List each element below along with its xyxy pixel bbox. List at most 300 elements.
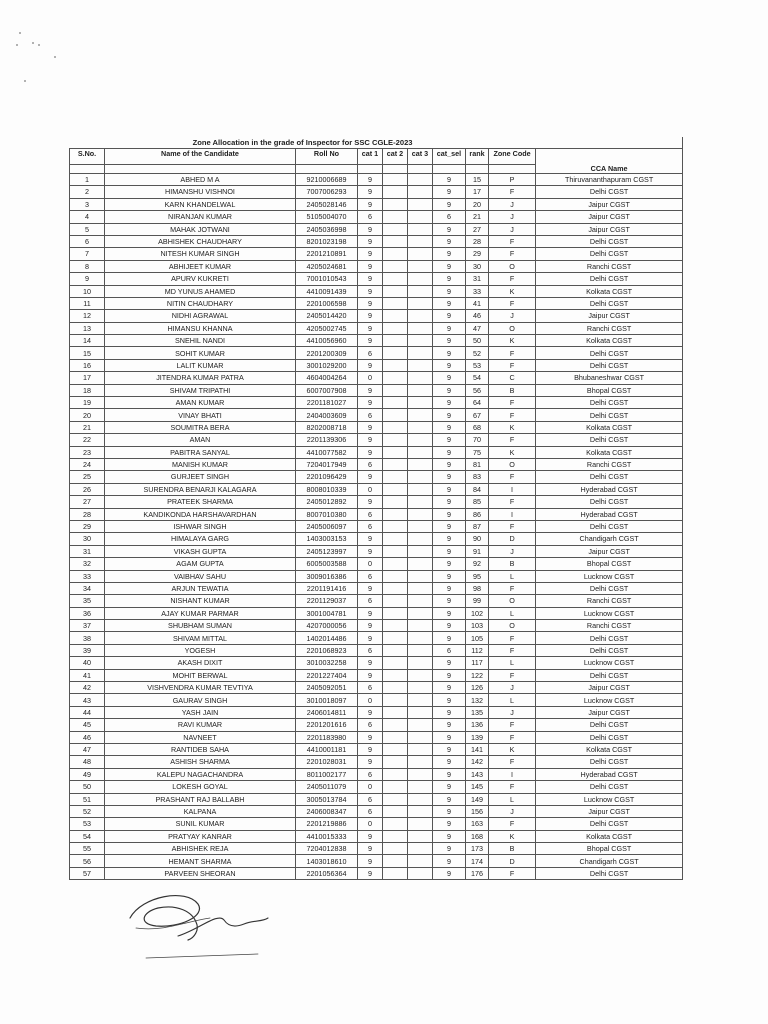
cell-roll: 4205002745 bbox=[296, 322, 358, 334]
cell-roll: 2201227404 bbox=[296, 669, 358, 681]
cell-cat-sel: 9 bbox=[433, 235, 466, 247]
cell-sno: 18 bbox=[70, 384, 105, 396]
cell-cat1: 6 bbox=[358, 409, 383, 421]
col-header-cat-sel: cat_sel bbox=[433, 149, 466, 165]
cell-cat1: 6 bbox=[358, 211, 383, 223]
cell-cat2 bbox=[383, 471, 408, 483]
cell-cat3 bbox=[408, 421, 433, 433]
cell-roll: 2201028031 bbox=[296, 756, 358, 768]
cell-name: RANTIDEB SAHA bbox=[105, 743, 296, 755]
col-header-cca: CCA Name bbox=[536, 149, 683, 174]
table-row bbox=[70, 260, 683, 272]
cell-cat2 bbox=[383, 743, 408, 755]
cell-rank: 46 bbox=[466, 310, 489, 322]
cell-rank: 145 bbox=[466, 781, 489, 793]
cell-sno: 16 bbox=[70, 359, 105, 371]
cell-name: VIKASH GUPTA bbox=[105, 545, 296, 557]
cell-cat2 bbox=[383, 706, 408, 718]
cell-cat1: 9 bbox=[358, 620, 383, 632]
cell-rank: 70 bbox=[466, 434, 489, 446]
cell-name: KALPANA bbox=[105, 805, 296, 817]
cell-rank: 31 bbox=[466, 273, 489, 285]
cell-cat1: 9 bbox=[358, 830, 383, 842]
cell-cat2 bbox=[383, 843, 408, 855]
cell-cat-sel: 9 bbox=[433, 533, 466, 545]
cell-rank: 126 bbox=[466, 682, 489, 694]
cell-cca: Ranchi CGST bbox=[536, 322, 683, 334]
cell-cat2 bbox=[383, 508, 408, 520]
cell-cat3 bbox=[408, 694, 433, 706]
cell-sno: 4 bbox=[70, 211, 105, 223]
cell-cca: Delhi CGST bbox=[536, 273, 683, 285]
cell-cat-sel: 9 bbox=[433, 843, 466, 855]
cell-cat3 bbox=[408, 545, 433, 557]
cell-cat2 bbox=[383, 731, 408, 743]
cell-cat-sel: 9 bbox=[433, 632, 466, 644]
table-row bbox=[70, 508, 683, 520]
cell-cat1: 9 bbox=[358, 632, 383, 644]
cell-rank: 91 bbox=[466, 545, 489, 557]
cell-roll: 2201210891 bbox=[296, 248, 358, 260]
cell-cat3 bbox=[408, 174, 433, 186]
cell-zone: K bbox=[489, 446, 536, 458]
cell-zone: I bbox=[489, 508, 536, 520]
cell-zone: F bbox=[489, 756, 536, 768]
cell-cat2 bbox=[383, 768, 408, 780]
table-row bbox=[70, 570, 683, 582]
cell-cat1: 9 bbox=[358, 260, 383, 272]
cell-zone: P bbox=[489, 174, 536, 186]
cell-cat-sel: 9 bbox=[433, 322, 466, 334]
cell-cat2 bbox=[383, 322, 408, 334]
cell-zone: F bbox=[489, 297, 536, 309]
cell-sno: 53 bbox=[70, 818, 105, 830]
cell-cat-sel: 9 bbox=[433, 793, 466, 805]
cell-name: MOHIT BERWAL bbox=[105, 669, 296, 681]
cell-name: ASHISH SHARMA bbox=[105, 756, 296, 768]
cell-rank: 173 bbox=[466, 843, 489, 855]
cell-cca: Jaipur CGST bbox=[536, 211, 683, 223]
table-row bbox=[70, 347, 683, 359]
cell-cat-sel: 9 bbox=[433, 830, 466, 842]
cell-sno: 51 bbox=[70, 793, 105, 805]
cell-rank: 20 bbox=[466, 198, 489, 210]
cell-cat1: 9 bbox=[358, 235, 383, 247]
cell-cat-sel: 9 bbox=[433, 719, 466, 731]
cell-sno: 52 bbox=[70, 805, 105, 817]
cell-cat-sel: 9 bbox=[433, 706, 466, 718]
cell-zone: L bbox=[489, 694, 536, 706]
cell-name: HIMALAYA GARG bbox=[105, 533, 296, 545]
cell-name: MAHAK JOTWANI bbox=[105, 223, 296, 235]
cell-rank: 29 bbox=[466, 248, 489, 260]
cell-cca: Lucknow CGST bbox=[536, 793, 683, 805]
cell-roll: 8007010380 bbox=[296, 508, 358, 520]
cell-zone: F bbox=[489, 669, 536, 681]
cell-cca: Thiruvananthapuram CGST bbox=[536, 174, 683, 186]
cell-cat3 bbox=[408, 558, 433, 570]
cell-cat-sel: 9 bbox=[433, 781, 466, 793]
table-row bbox=[70, 818, 683, 830]
cell-cat2 bbox=[383, 818, 408, 830]
cell-cat1: 6 bbox=[358, 644, 383, 656]
cell-zone: F bbox=[489, 186, 536, 198]
cell-sno: 44 bbox=[70, 706, 105, 718]
cell-rank: 87 bbox=[466, 520, 489, 532]
cell-sno: 28 bbox=[70, 508, 105, 520]
cell-rank: 139 bbox=[466, 731, 489, 743]
cell-roll: 2201191416 bbox=[296, 582, 358, 594]
cell-roll: 7204012838 bbox=[296, 843, 358, 855]
cell-cat1: 0 bbox=[358, 818, 383, 830]
cell-cat2 bbox=[383, 211, 408, 223]
table-row bbox=[70, 669, 683, 681]
cell-cca: Ranchi CGST bbox=[536, 260, 683, 272]
cell-cca: Jaipur CGST bbox=[536, 223, 683, 235]
cell-cat-sel: 9 bbox=[433, 607, 466, 619]
cell-sno: 6 bbox=[70, 235, 105, 247]
cell-cat-sel: 9 bbox=[433, 805, 466, 817]
cell-cat1: 9 bbox=[358, 607, 383, 619]
cell-zone: F bbox=[489, 235, 536, 247]
col-header-cat1: cat 1 bbox=[358, 149, 383, 165]
cell-name: SHUBHAM SUMAN bbox=[105, 620, 296, 632]
cell-cca: Ranchi CGST bbox=[536, 595, 683, 607]
cell-rank: 52 bbox=[466, 347, 489, 359]
table-row bbox=[70, 706, 683, 718]
cell-sno: 3 bbox=[70, 198, 105, 210]
cell-sno: 34 bbox=[70, 582, 105, 594]
cell-cat3 bbox=[408, 372, 433, 384]
table-row bbox=[70, 533, 683, 545]
cell-rank: 103 bbox=[466, 620, 489, 632]
cell-cat-sel: 9 bbox=[433, 223, 466, 235]
cell-cca: Kolkata CGST bbox=[536, 446, 683, 458]
cell-cca: Jaipur CGST bbox=[536, 706, 683, 718]
cell-name: NIDHI AGRAWAL bbox=[105, 310, 296, 322]
cell-roll: 3001029200 bbox=[296, 359, 358, 371]
cell-roll: 2404003609 bbox=[296, 409, 358, 421]
cell-rank: 47 bbox=[466, 322, 489, 334]
table-row bbox=[70, 781, 683, 793]
cell-cat-sel: 6 bbox=[433, 644, 466, 656]
cell-cat-sel: 9 bbox=[433, 867, 466, 879]
table-row bbox=[70, 768, 683, 780]
cell-sno: 19 bbox=[70, 397, 105, 409]
col-header-zone: Zone Code bbox=[489, 149, 536, 165]
cell-rank: 176 bbox=[466, 867, 489, 879]
cell-cca: Kolkata CGST bbox=[536, 830, 683, 842]
cell-rank: 86 bbox=[466, 508, 489, 520]
cell-cca: Hyderabad CGST bbox=[536, 508, 683, 520]
cell-cat1: 9 bbox=[358, 248, 383, 260]
cell-cat3 bbox=[408, 508, 433, 520]
cell-cat-sel: 9 bbox=[433, 768, 466, 780]
cell-cat3 bbox=[408, 657, 433, 669]
cell-cat2 bbox=[383, 384, 408, 396]
table-row bbox=[70, 496, 683, 508]
cell-roll: 1403018610 bbox=[296, 855, 358, 867]
cell-cat3 bbox=[408, 570, 433, 582]
cell-cat1: 9 bbox=[358, 198, 383, 210]
cell-cat3 bbox=[408, 211, 433, 223]
cell-sno: 24 bbox=[70, 458, 105, 470]
cell-cat1: 9 bbox=[358, 335, 383, 347]
cell-cat-sel: 9 bbox=[433, 620, 466, 632]
cell-cat3 bbox=[408, 297, 433, 309]
cell-cat1: 9 bbox=[358, 297, 383, 309]
cell-cat-sel: 9 bbox=[433, 682, 466, 694]
cell-roll: 2201096429 bbox=[296, 471, 358, 483]
scan-specks bbox=[14, 30, 74, 100]
table-row bbox=[70, 719, 683, 731]
cell-name: NAVNEET bbox=[105, 731, 296, 743]
cell-name: YASH JAIN bbox=[105, 706, 296, 718]
cell-cca: Delhi CGST bbox=[536, 496, 683, 508]
cell-sno: 48 bbox=[70, 756, 105, 768]
cell-cat2 bbox=[383, 297, 408, 309]
cell-cat-sel: 9 bbox=[433, 520, 466, 532]
cell-roll: 2405011079 bbox=[296, 781, 358, 793]
cell-name: GURJEET SINGH bbox=[105, 471, 296, 483]
cell-cat-sel: 9 bbox=[433, 174, 466, 186]
cell-cca: Delhi CGST bbox=[536, 669, 683, 681]
cell-cat1: 9 bbox=[358, 273, 383, 285]
cell-cat1: 9 bbox=[358, 446, 383, 458]
cell-cat2 bbox=[383, 496, 408, 508]
cell-cca: Bhopal CGST bbox=[536, 558, 683, 570]
col-header-rank: rank bbox=[466, 149, 489, 165]
table-row bbox=[70, 756, 683, 768]
cell-cat2 bbox=[383, 174, 408, 186]
cell-cat-sel: 9 bbox=[433, 384, 466, 396]
cell-cca: Jaipur CGST bbox=[536, 805, 683, 817]
cell-name: VINAY BHATI bbox=[105, 409, 296, 421]
cell-cat1: 9 bbox=[358, 223, 383, 235]
table-row bbox=[70, 322, 683, 334]
col-header-roll: Roll No bbox=[296, 149, 358, 165]
cell-name: AKASH DIXIT bbox=[105, 657, 296, 669]
cell-cat2 bbox=[383, 855, 408, 867]
cell-name: AGAM GUPTA bbox=[105, 558, 296, 570]
cell-cat3 bbox=[408, 471, 433, 483]
cell-sno: 46 bbox=[70, 731, 105, 743]
cell-roll: 2405028146 bbox=[296, 198, 358, 210]
cell-cat-sel: 9 bbox=[433, 335, 466, 347]
cell-cat-sel: 9 bbox=[433, 198, 466, 210]
cell-rank: 149 bbox=[466, 793, 489, 805]
cell-roll: 2201181027 bbox=[296, 397, 358, 409]
cell-rank: 117 bbox=[466, 657, 489, 669]
cell-cca: Chandigarh CGST bbox=[536, 533, 683, 545]
cell-roll: 4410056960 bbox=[296, 335, 358, 347]
cell-cca: Kolkata CGST bbox=[536, 285, 683, 297]
table-row bbox=[70, 855, 683, 867]
cell-cca: Jaipur CGST bbox=[536, 310, 683, 322]
cell-zone: F bbox=[489, 520, 536, 532]
cell-cat1: 6 bbox=[358, 570, 383, 582]
cell-cat1: 9 bbox=[358, 582, 383, 594]
cell-sno: 33 bbox=[70, 570, 105, 582]
cell-cat3 bbox=[408, 260, 433, 272]
cell-name: SOHIT KUMAR bbox=[105, 347, 296, 359]
cell-cat-sel: 9 bbox=[433, 558, 466, 570]
cell-rank: 85 bbox=[466, 496, 489, 508]
cell-cat3 bbox=[408, 496, 433, 508]
cell-name: SHIVAM MITTAL bbox=[105, 632, 296, 644]
cell-cat2 bbox=[383, 273, 408, 285]
cell-cat-sel: 9 bbox=[433, 483, 466, 495]
cell-roll: 4207000056 bbox=[296, 620, 358, 632]
cell-cat3 bbox=[408, 285, 433, 297]
table-row bbox=[70, 310, 683, 322]
cell-name: LOKESH GOYAL bbox=[105, 781, 296, 793]
cell-sno: 37 bbox=[70, 620, 105, 632]
cell-cat2 bbox=[383, 607, 408, 619]
col-header-sno: S.No. bbox=[70, 149, 105, 165]
cell-name: SUNIL KUMAR bbox=[105, 818, 296, 830]
cell-rank: 132 bbox=[466, 694, 489, 706]
cell-cat3 bbox=[408, 533, 433, 545]
cell-cat2 bbox=[383, 198, 408, 210]
cell-zone: F bbox=[489, 359, 536, 371]
cell-rank: 143 bbox=[466, 768, 489, 780]
cell-zone: I bbox=[489, 768, 536, 780]
table-row bbox=[70, 483, 683, 495]
cell-cat-sel: 9 bbox=[433, 273, 466, 285]
cell-name: VISHVENDRA KUMAR TEVTIYA bbox=[105, 682, 296, 694]
cell-name: LALIT KUMAR bbox=[105, 359, 296, 371]
table-row bbox=[70, 211, 683, 223]
cell-rank: 28 bbox=[466, 235, 489, 247]
cell-rank: 21 bbox=[466, 211, 489, 223]
cell-sno: 42 bbox=[70, 682, 105, 694]
cell-cca: Kolkata CGST bbox=[536, 743, 683, 755]
cell-cat1: 9 bbox=[358, 706, 383, 718]
cell-cca: Hyderabad CGST bbox=[536, 483, 683, 495]
cell-cat1: 9 bbox=[358, 743, 383, 755]
cell-cat1: 9 bbox=[358, 669, 383, 681]
cell-cat1: 9 bbox=[358, 471, 383, 483]
cell-name: SURENDRA BENARJI KALAGARA bbox=[105, 483, 296, 495]
cell-sno: 41 bbox=[70, 669, 105, 681]
title-row bbox=[70, 137, 683, 149]
table-row bbox=[70, 397, 683, 409]
cell-sno: 5 bbox=[70, 223, 105, 235]
cell-rank: 84 bbox=[466, 483, 489, 495]
cell-cat3 bbox=[408, 359, 433, 371]
cell-cat-sel: 9 bbox=[433, 397, 466, 409]
cell-cca: Lucknow CGST bbox=[536, 607, 683, 619]
cell-cca: Delhi CGST bbox=[536, 248, 683, 260]
cell-zone: O bbox=[489, 595, 536, 607]
cell-cat-sel: 9 bbox=[433, 248, 466, 260]
cell-roll: 2406014811 bbox=[296, 706, 358, 718]
table-row bbox=[70, 434, 683, 446]
cell-cat1: 0 bbox=[358, 781, 383, 793]
cell-cca: Delhi CGST bbox=[536, 731, 683, 743]
cell-cat2 bbox=[383, 830, 408, 842]
cell-cat3 bbox=[408, 483, 433, 495]
cell-roll: 7204017949 bbox=[296, 458, 358, 470]
table-row bbox=[70, 607, 683, 619]
cell-cat1: 6 bbox=[358, 805, 383, 817]
cell-cat3 bbox=[408, 235, 433, 247]
cell-name: ABHIJEET KUMAR bbox=[105, 260, 296, 272]
cell-cat3 bbox=[408, 843, 433, 855]
cell-sno: 21 bbox=[70, 421, 105, 433]
cell-cat3 bbox=[408, 805, 433, 817]
cell-roll: 8011002177 bbox=[296, 768, 358, 780]
cell-name: ABHED M A bbox=[105, 174, 296, 186]
cell-cca: Jaipur CGST bbox=[536, 198, 683, 210]
cell-cat1: 6 bbox=[358, 595, 383, 607]
cell-cca: Delhi CGST bbox=[536, 359, 683, 371]
cell-cat-sel: 9 bbox=[433, 186, 466, 198]
cell-cat-sel: 9 bbox=[433, 508, 466, 520]
cell-cat1: 0 bbox=[358, 483, 383, 495]
cell-cat2 bbox=[383, 520, 408, 532]
cell-rank: 105 bbox=[466, 632, 489, 644]
cell-name: NISHANT KUMAR bbox=[105, 595, 296, 607]
table-row bbox=[70, 285, 683, 297]
table-row bbox=[70, 359, 683, 371]
cell-cat3 bbox=[408, 632, 433, 644]
cell-name: PRASHANT RAJ BALLABH bbox=[105, 793, 296, 805]
cell-cca: Kolkata CGST bbox=[536, 335, 683, 347]
cell-sno: 47 bbox=[70, 743, 105, 755]
cell-sno: 27 bbox=[70, 496, 105, 508]
cell-sno: 39 bbox=[70, 644, 105, 656]
cell-zone: B bbox=[489, 843, 536, 855]
table-row bbox=[70, 223, 683, 235]
cell-roll: 2405123997 bbox=[296, 545, 358, 557]
cell-name: AJAY KUMAR PARMAR bbox=[105, 607, 296, 619]
cell-sno: 14 bbox=[70, 335, 105, 347]
cell-cat1: 9 bbox=[358, 496, 383, 508]
cell-cat3 bbox=[408, 669, 433, 681]
cell-cat1: 9 bbox=[358, 731, 383, 743]
cell-rank: 95 bbox=[466, 570, 489, 582]
cell-cat3 bbox=[408, 335, 433, 347]
table-row bbox=[70, 273, 683, 285]
cell-cat3 bbox=[408, 322, 433, 334]
cell-sno: 23 bbox=[70, 446, 105, 458]
cell-cca: Delhi CGST bbox=[536, 756, 683, 768]
table-row bbox=[70, 186, 683, 198]
cell-cat2 bbox=[383, 372, 408, 384]
cell-cat2 bbox=[383, 186, 408, 198]
cell-cat3 bbox=[408, 198, 433, 210]
cell-sno: 54 bbox=[70, 830, 105, 842]
cell-name: KALEPU NAGACHANDRA bbox=[105, 768, 296, 780]
cell-roll: 1402014486 bbox=[296, 632, 358, 644]
cell-cat2 bbox=[383, 756, 408, 768]
cell-cat2 bbox=[383, 644, 408, 656]
cell-rank: 99 bbox=[466, 595, 489, 607]
cell-name: SHIVAM TRIPATHI bbox=[105, 384, 296, 396]
cell-cat2 bbox=[383, 285, 408, 297]
cell-cat-sel: 9 bbox=[433, 409, 466, 421]
cell-name: JITENDRA KUMAR PATRA bbox=[105, 372, 296, 384]
table-row bbox=[70, 520, 683, 532]
cell-cat3 bbox=[408, 582, 433, 594]
cell-rank: 68 bbox=[466, 421, 489, 433]
cell-cat2 bbox=[383, 458, 408, 470]
cell-cat1: 9 bbox=[358, 322, 383, 334]
cell-name: APURV KUKRETI bbox=[105, 273, 296, 285]
cell-cat3 bbox=[408, 595, 433, 607]
